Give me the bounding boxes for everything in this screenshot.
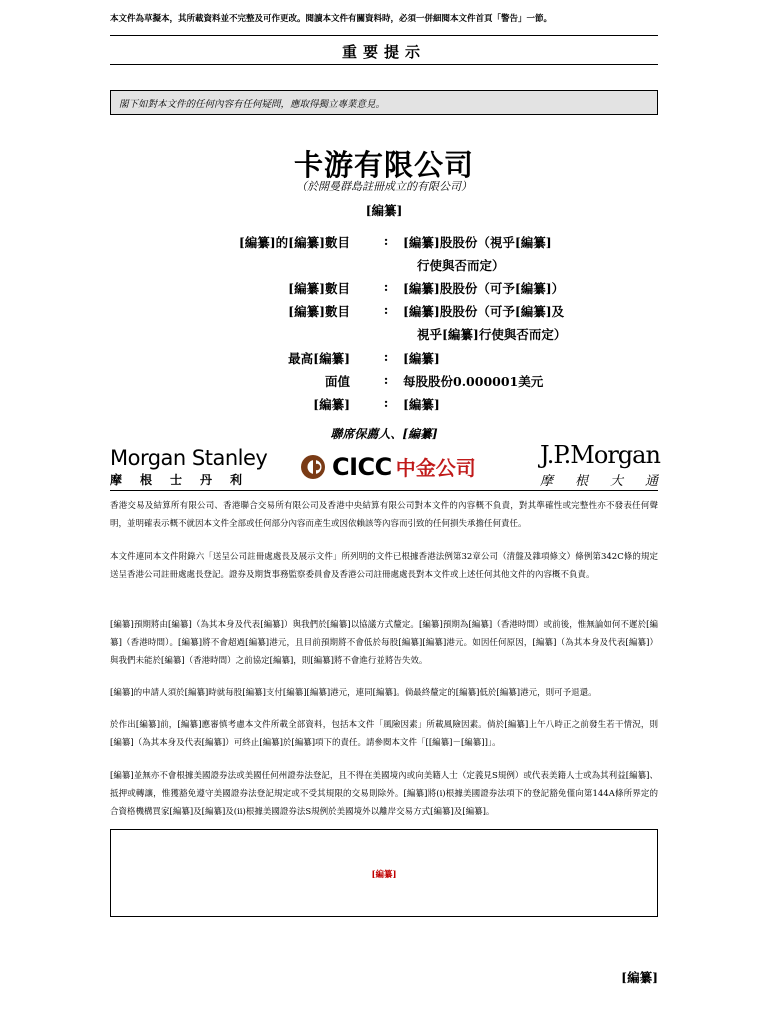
offer-colon: : [383, 233, 389, 248]
jpmorgan-name: J.P.Morgan [540, 441, 660, 469]
redacted-box-text: [編纂] [371, 870, 397, 880]
offer-colon: : [383, 372, 389, 387]
cicc-name-cn: 中金公司 [395, 456, 476, 480]
divider [110, 490, 658, 491]
cicc-emblem-icon [300, 454, 326, 480]
payment-paragraph: [編纂]的申請人須於[編纂]時就每股[編纂]支付[編纂][編纂]港元，連同[編纂]。倘最終釐定的[編纂]低於[編纂]港元，則可予退還。 [110, 688, 597, 698]
offer-label: 最高[編纂] [288, 351, 350, 366]
offer-value: [編纂]股股份（可予[編纂]及 [403, 304, 565, 319]
offer-colon: : [383, 302, 389, 317]
offer-label: [編纂]數目 [288, 281, 350, 296]
offer-colon: : [383, 279, 389, 294]
company-redacted: [編纂] [365, 203, 403, 218]
advice-text: 閣下如對本文件的任何內容有任何疑問，應取得獨立專業意見。 [119, 99, 386, 110]
morgan-stanley-logo [110, 446, 268, 487]
cicc-logo [300, 452, 476, 481]
logo-char: 根 [574, 474, 588, 489]
logo-char: 大 [609, 474, 623, 489]
divider [110, 35, 658, 36]
jpmorgan-cn [540, 470, 658, 489]
logo-char: 丹 [199, 473, 212, 487]
company-name: 卡游有限公司 [293, 148, 474, 182]
offer-label: 面值 [324, 374, 350, 389]
logo-char: 通 [644, 474, 658, 489]
us-securities-paragraph: [編纂]並無亦不會根據美國證券法或美國任何州證券法登記，且不得在美國境內或向美籍人士（定義見S規例）或代表美籍人士或為其利益[編纂]、抵押或轉讓，惟獲豁免遵守美國證券法登記規定或不受其規限的交易則除外。[編纂]將(i)根據美國證券法項下的登記豁免僅向第144A條所界定的合資格機構買家[編纂]及[編纂]及(ii)根據美國證券法S規例於美國境外以離岸交易方式[編纂]及[編纂]。 [110, 771, 658, 817]
risk-paragraph: 於作出[編纂]前，[編纂]應審慎考慮本文件所載全部資料，包括本文件「風險因素」所載風險因素。倘於[編纂]上午八時正之前發生若干情況，則[編纂]（為其本身及代表[編纂]）可終止[編纂]於[編纂]項下的責任。請參閱本文件「[[編纂]－[編纂]]」。 [110, 720, 658, 748]
jpmorgan-logo [540, 441, 658, 489]
registration-paragraph: 本文件連同本文件附錄六「送呈公司註冊處處長及展示文件」所列明的文件已根據香港法例第32章公司（清盤及雜項條文）條例第342C條的規定送呈香港公司註冊處處長登記。證券及期貨事務監察委員會及香港公司註冊處處長對本文件或上述任何其他文件的內容概不負責。 [110, 552, 658, 580]
advice-box [110, 90, 658, 115]
divider [110, 64, 658, 65]
pricing-paragraph: [編纂]預期將由[編纂]（為其本身及代表[編纂]）與我們於[編纂]以協議方式釐定。[編纂]預期為[編纂]（香港時間）或前後，惟無論如何不遲於[編纂]（香港時間）。[編纂]將不會超過[編纂]港元，且目前預期將不會低於每股[編纂][編纂]港元。如因任何原因，[編纂]（為其本身及代表[編纂]）與我們未能於[編纂]（香港時間）之前協定[編纂]，則[編纂]將不會進行並將告失效。 [110, 620, 658, 666]
logo-char: 利 [229, 473, 242, 487]
offer-colon: : [383, 395, 389, 410]
draft-warning-note: 本文件為草擬本，其所載資料並不完整及可作更改。閱讀本文件有關資料時，必須一併細閱本文件首頁「警告」一節。 [110, 14, 553, 24]
offer-value: [編纂]股股份（視乎[編纂] [403, 235, 552, 250]
logo-char: 士 [169, 473, 182, 487]
logo-char: 摩 [540, 474, 554, 489]
offer-label: [編纂] [313, 397, 350, 412]
offer-label: [編纂]的[編纂]數目 [238, 235, 350, 250]
logo-char: 根 [139, 473, 152, 487]
offer-value-cont: 視乎[編纂]行使與否而定） [417, 327, 567, 342]
offer-value: [編纂] [403, 397, 440, 412]
logo-char: 摩 [110, 473, 123, 487]
disclaimer-paragraph: 香港交易及結算所有限公司、香港聯合交易所有限公司及香港中央結算有限公司對本文件的內容概不負責，對其準確性或完整性亦不發表任何聲明，並明確表示概不就因本文件全部或任何部分內容而產生或因依賴該等內容而引致的任何損失承擔任何責任。 [110, 501, 658, 529]
morgan-stanley-cn [110, 471, 242, 488]
cicc-name-en: CICC [332, 452, 392, 481]
offer-value: 每股股份0.000001美元 [403, 374, 544, 389]
offer-value: [編纂]股股份（可予[編纂]） [403, 281, 565, 296]
page-footer: [編纂] [621, 970, 658, 985]
joint-sponsors-heading: 聯席保薦人、[編纂] [330, 427, 438, 441]
offer-label: [編纂]數目 [288, 304, 350, 319]
company-subtitle: （於開曼群島註冊成立的有限公司） [296, 180, 472, 193]
redacted-box [110, 829, 658, 917]
offer-value-cont: 行使與否而定） [417, 258, 505, 273]
morgan-stanley-name: Morgan Stanley [110, 446, 268, 470]
offer-value: [編纂] [403, 351, 440, 366]
offer-colon: : [383, 349, 389, 364]
page-header: 重要提示 [341, 43, 426, 61]
